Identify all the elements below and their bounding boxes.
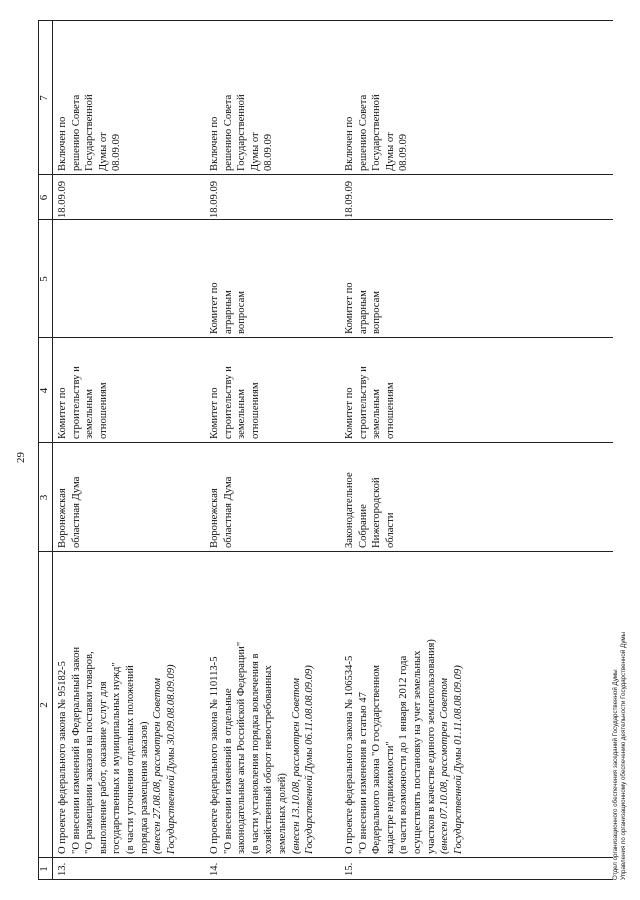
- footer-line: Отдел организационного обеспечения заседаний Государственной Думы: [612, 669, 619, 880]
- row-15-co-committee: Комитет по аграрным вопросам: [344, 282, 383, 334]
- bill-note-line: (внесен 07.10.08, рассмотрен Советом: [439, 678, 451, 854]
- bill-name-line: государственных и муниципальных нужд": [111, 662, 123, 854]
- row-15-date: 18.09.09: [344, 180, 355, 218]
- col-line-7: [38, 20, 613, 21]
- col-header-4: 4: [38, 387, 50, 394]
- row-14-number: 14.: [209, 862, 220, 876]
- row-13-bill: [56, 554, 178, 854]
- col-line-6: [38, 174, 613, 175]
- bill-note-line: (внесен 27.08.08, рассмотрен Советом: [152, 678, 164, 854]
- col-line-0: [38, 879, 613, 880]
- col-header-5: 5: [38, 276, 50, 282]
- bill-name-line: "О внесении изменения в статью 47: [357, 692, 369, 854]
- row-15-bill: [343, 554, 465, 854]
- col-header-1: 1: [38, 866, 50, 872]
- col-header-3: 3: [38, 494, 50, 501]
- bill-name-line: Федерального закона "О государственном: [371, 665, 383, 854]
- bill-name-line: "О внесении изменений в Федеральный закон: [70, 646, 82, 854]
- row-15-number: 15.: [344, 862, 355, 876]
- row-14-initiator: Воронежская областная Дума: [209, 476, 234, 548]
- bill-note-line: Государственной Думы 30.09.08.08.09.09): [165, 664, 177, 854]
- row-14-decision: Включен по решению Совета Государственной Думы от 08.09.09: [209, 94, 275, 171]
- row-13-decision: Включен по решению Совета Государственной Думы от 08.09.09: [57, 94, 123, 171]
- col-line-5: [38, 219, 613, 220]
- bill-name-line: (в части установления порядка вовлечения в: [249, 653, 261, 854]
- bill-name-line: (в части возможности до 1 января 2012 года: [398, 655, 410, 854]
- row-15-committee: Комитет по строительству и земельным отношениям: [344, 366, 396, 439]
- bill-name-line: земельных долей): [276, 773, 288, 854]
- row-14-date: 18.09.09: [209, 180, 220, 218]
- bill-name-line: кадастре недвижимости": [384, 741, 396, 854]
- bill-name-line: участков в качестве единого землепользования): [425, 639, 437, 854]
- row-13-committee: Комитет по строительству и земельным отношениям: [57, 366, 109, 439]
- bill-name-line: (в части уточнения отдельных положений: [124, 665, 136, 854]
- col-header-7: 7: [38, 95, 50, 101]
- row-13-initiator: Воронежская областная Дума: [57, 476, 82, 548]
- row-14-co-committee: Комитет по аграрным вопросам: [209, 282, 248, 334]
- col-line-2: [38, 551, 613, 552]
- bill-name-line: законодательные акты Российской Федерации": [236, 641, 248, 854]
- bill-name-line: хозяйственный оборот невостребованных: [263, 665, 275, 854]
- bill-note-line: (внесен 13.10.08, рассмотрен Советом: [290, 678, 302, 854]
- bill-note-line: Государственной Думы 06.11.08.08.09.09): [304, 665, 316, 854]
- row-15-decision: Включен по решению Совета Государственной Думы от 08.09.09: [344, 94, 410, 171]
- footer: [612, 632, 628, 880]
- agenda-table: [38, 20, 613, 880]
- col-header-2: 2: [38, 702, 50, 708]
- bill-name-line: "О внесении изменений в отдельные: [222, 688, 234, 854]
- row-14-bill: [208, 554, 317, 854]
- row-15-initiator: Законодательное Собрание Нижегородской области: [344, 472, 396, 548]
- bill-name-line: порядка размещения заказов): [138, 721, 150, 854]
- footer-line: Управления по организационному обеспечению деятельности Государственной Думы: [620, 631, 627, 880]
- header-divider: [52, 20, 53, 880]
- bill-name-line: выполнение работ, оказание услуг для: [97, 681, 109, 854]
- col-line-4: [38, 337, 613, 338]
- bill-title: О проекте федерального закона № 110113-5: [209, 656, 220, 854]
- bill-title: О проекте федерального закона № 95182-5: [57, 661, 68, 854]
- row-14-committee: Комитет по строительству и земельным отношениям: [209, 366, 261, 439]
- col-line-3: [38, 442, 613, 443]
- bill-name-line: "О размещении заказов на поставки товаров,: [84, 651, 96, 854]
- col-line-1: [38, 857, 613, 858]
- page-number: 29: [15, 452, 27, 463]
- bill-note-line: Государственной Думы 01.11.08.08.09.09): [452, 665, 464, 854]
- bill-name-line: осуществлять постановку на учет земельных: [411, 650, 423, 854]
- row-13-date: 18.09.09: [57, 180, 68, 218]
- bill-title: О проекте федерального закона № 106534-5: [344, 655, 355, 854]
- col-header-6: 6: [38, 194, 50, 201]
- row-13-number: 13.: [57, 862, 68, 876]
